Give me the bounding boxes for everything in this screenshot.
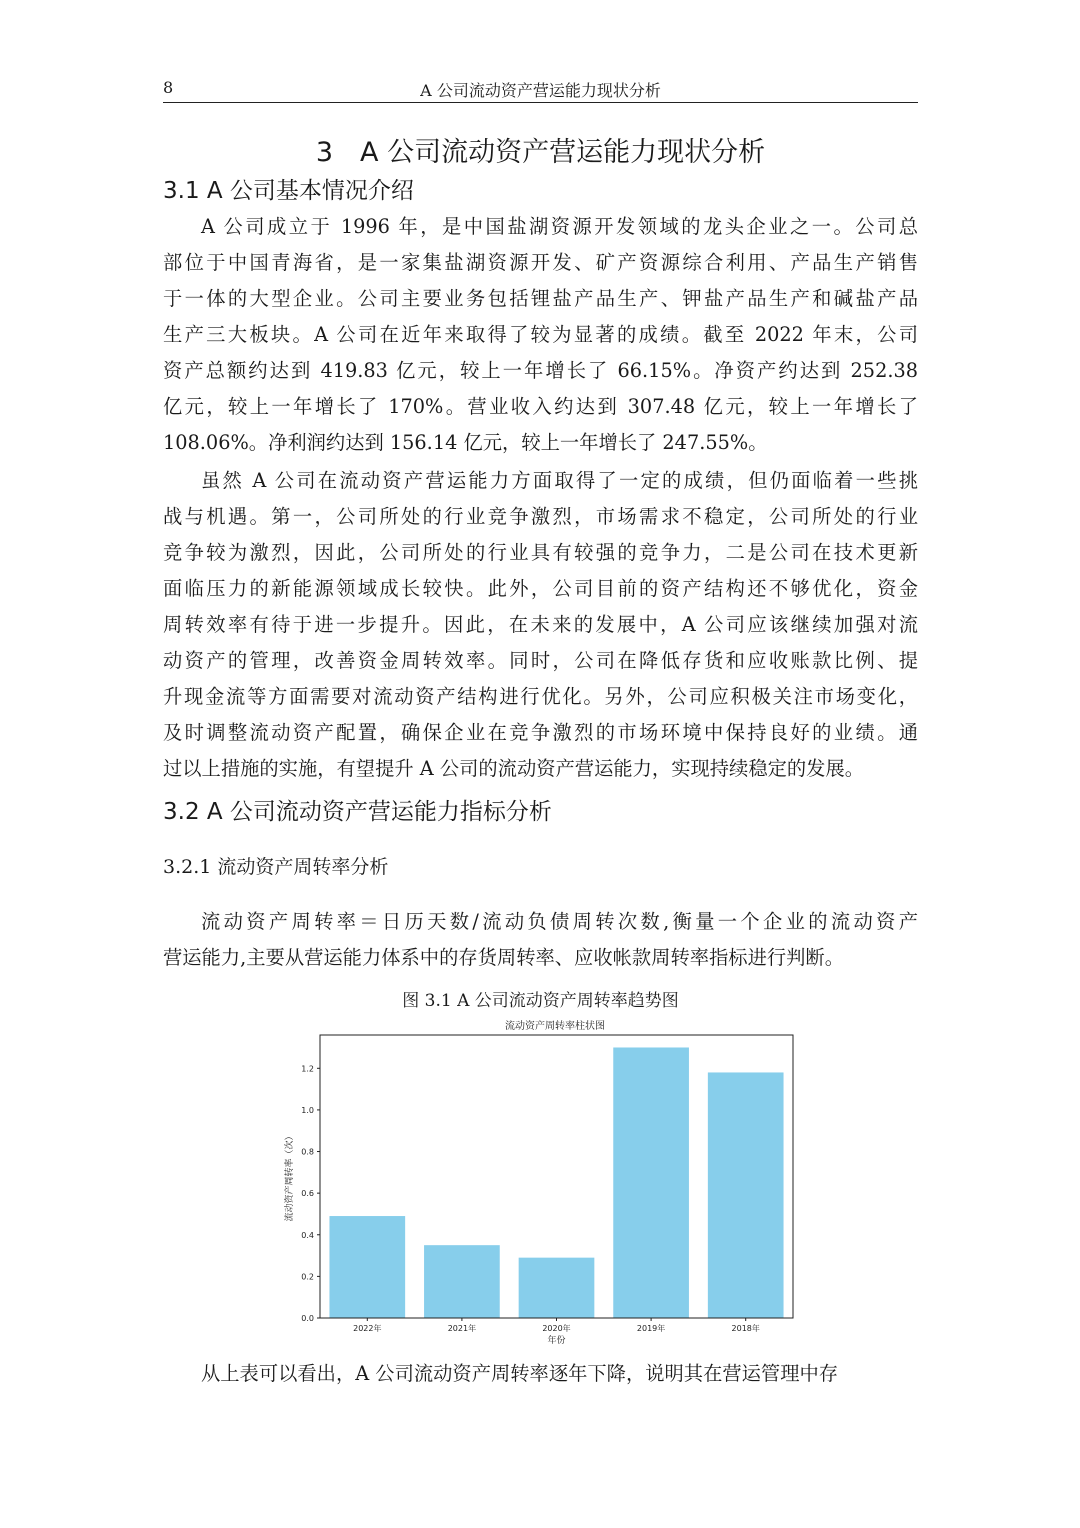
text-line: 108.06%。净利润约达到 156.14 亿元，较上一年增长了 247.55%。 — [163, 431, 768, 454]
running-title: A 公司流动资产营运能力现状分析 — [420, 81, 661, 100]
subsection-number: 3.2.1 — [163, 856, 212, 878]
text-line: A 公司成立于 1996 年，是中国盐湖资源开发领域的龙头企业之一。公司总 — [201, 215, 918, 238]
paragraph-company-intro — [163, 209, 918, 461]
text-line: 流动资产周转率＝日历天数/流动负债周转次数,衡量一个企业的流动资产 — [201, 910, 918, 933]
turnover-bar-chart — [270, 1012, 810, 1348]
text-line: 战与机遇。第一，公司所处的行业竞争激烈，市场需求不稳定，公司所处的行业 — [163, 505, 918, 528]
paragraph-challenges — [163, 463, 918, 787]
y-tick-label: 1.2 — [301, 1064, 314, 1074]
bar-2018年 — [708, 1072, 784, 1318]
text-line: 周转效率有待于进一步提升。因此，在未来的发展中，A 公司应该继续加强对流 — [163, 613, 918, 636]
y-tick-label: 0.8 — [301, 1147, 314, 1157]
text-line: 营运能力,主要从营运能力体系中的存货周转率、应收帐款周转率指标进行判断。 — [163, 946, 844, 969]
text-line: 虽然 A 公司在流动资产营运能力方面取得了一定的成绩，但仍面临着一些挑 — [201, 469, 918, 492]
page-header — [163, 76, 918, 103]
page-number: 8 — [163, 78, 174, 97]
figure-caption: 图 3.1 A 公司流动资产周转率趋势图 — [402, 991, 679, 1011]
x-axis-label: 年份 — [547, 1336, 566, 1346]
y-tick-label: 0.4 — [301, 1230, 314, 1240]
bar-2022年 — [329, 1216, 405, 1318]
x-tick-label: 2021年 — [447, 1324, 477, 1333]
text-line: 生产三大板块。A 公司在近年来取得了较为显著的成绩。截至 2022 年末，公司 — [163, 323, 918, 346]
y-tick-label: 0.6 — [301, 1189, 314, 1199]
x-tick-label: 2020年 — [542, 1324, 571, 1333]
text-line: 亿元，较上一年增长了 170%。营业收入约达到 307.48 亿元，较上一年增长了 — [163, 395, 918, 418]
text-line: 升现金流等方面需要对流动资产结构进行优化。另外，公司应积极关注市场变化， — [163, 685, 918, 708]
chart-title: 流动资产周转率柱状图 — [505, 1021, 605, 1032]
chapter-title: 3 A 公司流动资产营运能力现状分析 — [315, 137, 766, 168]
text-line: 过以上措施的实施，有望提升 A 公司的流动资产营运能力，实现持续稳定的发展。 — [163, 757, 865, 780]
text-line: 部位于中国青海省，是一家集盐湖资源开发、矿产资源综合利用、产品生产销售 — [163, 251, 918, 274]
bar-2019年 — [613, 1047, 689, 1318]
section-heading-3-1: 3.1 A 公司基本情况介绍 — [163, 178, 414, 204]
subsection-heading-3-2-1 — [163, 852, 388, 879]
subsection-title: 流动资产周转率分析 — [217, 856, 389, 878]
x-tick-label: 2019年 — [636, 1324, 666, 1333]
text-line: 动资产的管理，改善资金周转效率。同时，公司在降低存货和应收账款比例、提 — [163, 649, 918, 672]
paragraph-turnover-definition — [163, 904, 918, 976]
text-line: 竞争较为激烈，因此，公司所处的行业具有较强的竞争力，二是公司在技术更新 — [163, 541, 918, 564]
text-line: 于一体的大型企业。公司主要业务包括锂盐产品生产、钾盐产品生产和碱盐产品 — [163, 287, 918, 310]
y-tick-label: 0.0 — [301, 1314, 314, 1323]
y-tick-label: 1.0 — [301, 1105, 314, 1115]
paragraph-analysis — [163, 1356, 918, 1392]
text-line: 面临压力的新能源领域成长较快。此外，公司目前的资产结构还不够优化，资金 — [163, 577, 918, 600]
bar-2021年 — [424, 1245, 500, 1318]
text-line: 资产总额约达到 419.83 亿元，较上一年增长了 66.15%。净资产约达到 252.38 — [163, 359, 918, 382]
y-axis-label: 流动资产周转率（次） — [285, 1131, 295, 1222]
bar-2020年 — [519, 1258, 595, 1318]
y-tick-label: 0.2 — [301, 1272, 314, 1282]
x-tick-label: 2022年 — [353, 1324, 382, 1333]
text-line: 从上表可以看出，A 公司流动资产周转率逐年下降，说明其在营运管理中存 — [201, 1362, 839, 1385]
text-line: 及时调整流动资产配置，确保企业在竞争激烈的市场环境中保持良好的业绩。通 — [163, 721, 918, 744]
x-tick-label: 2018年 — [731, 1324, 760, 1333]
section-heading-3-2: 3.2 A 公司流动资产营运能力指标分析 — [163, 799, 552, 825]
